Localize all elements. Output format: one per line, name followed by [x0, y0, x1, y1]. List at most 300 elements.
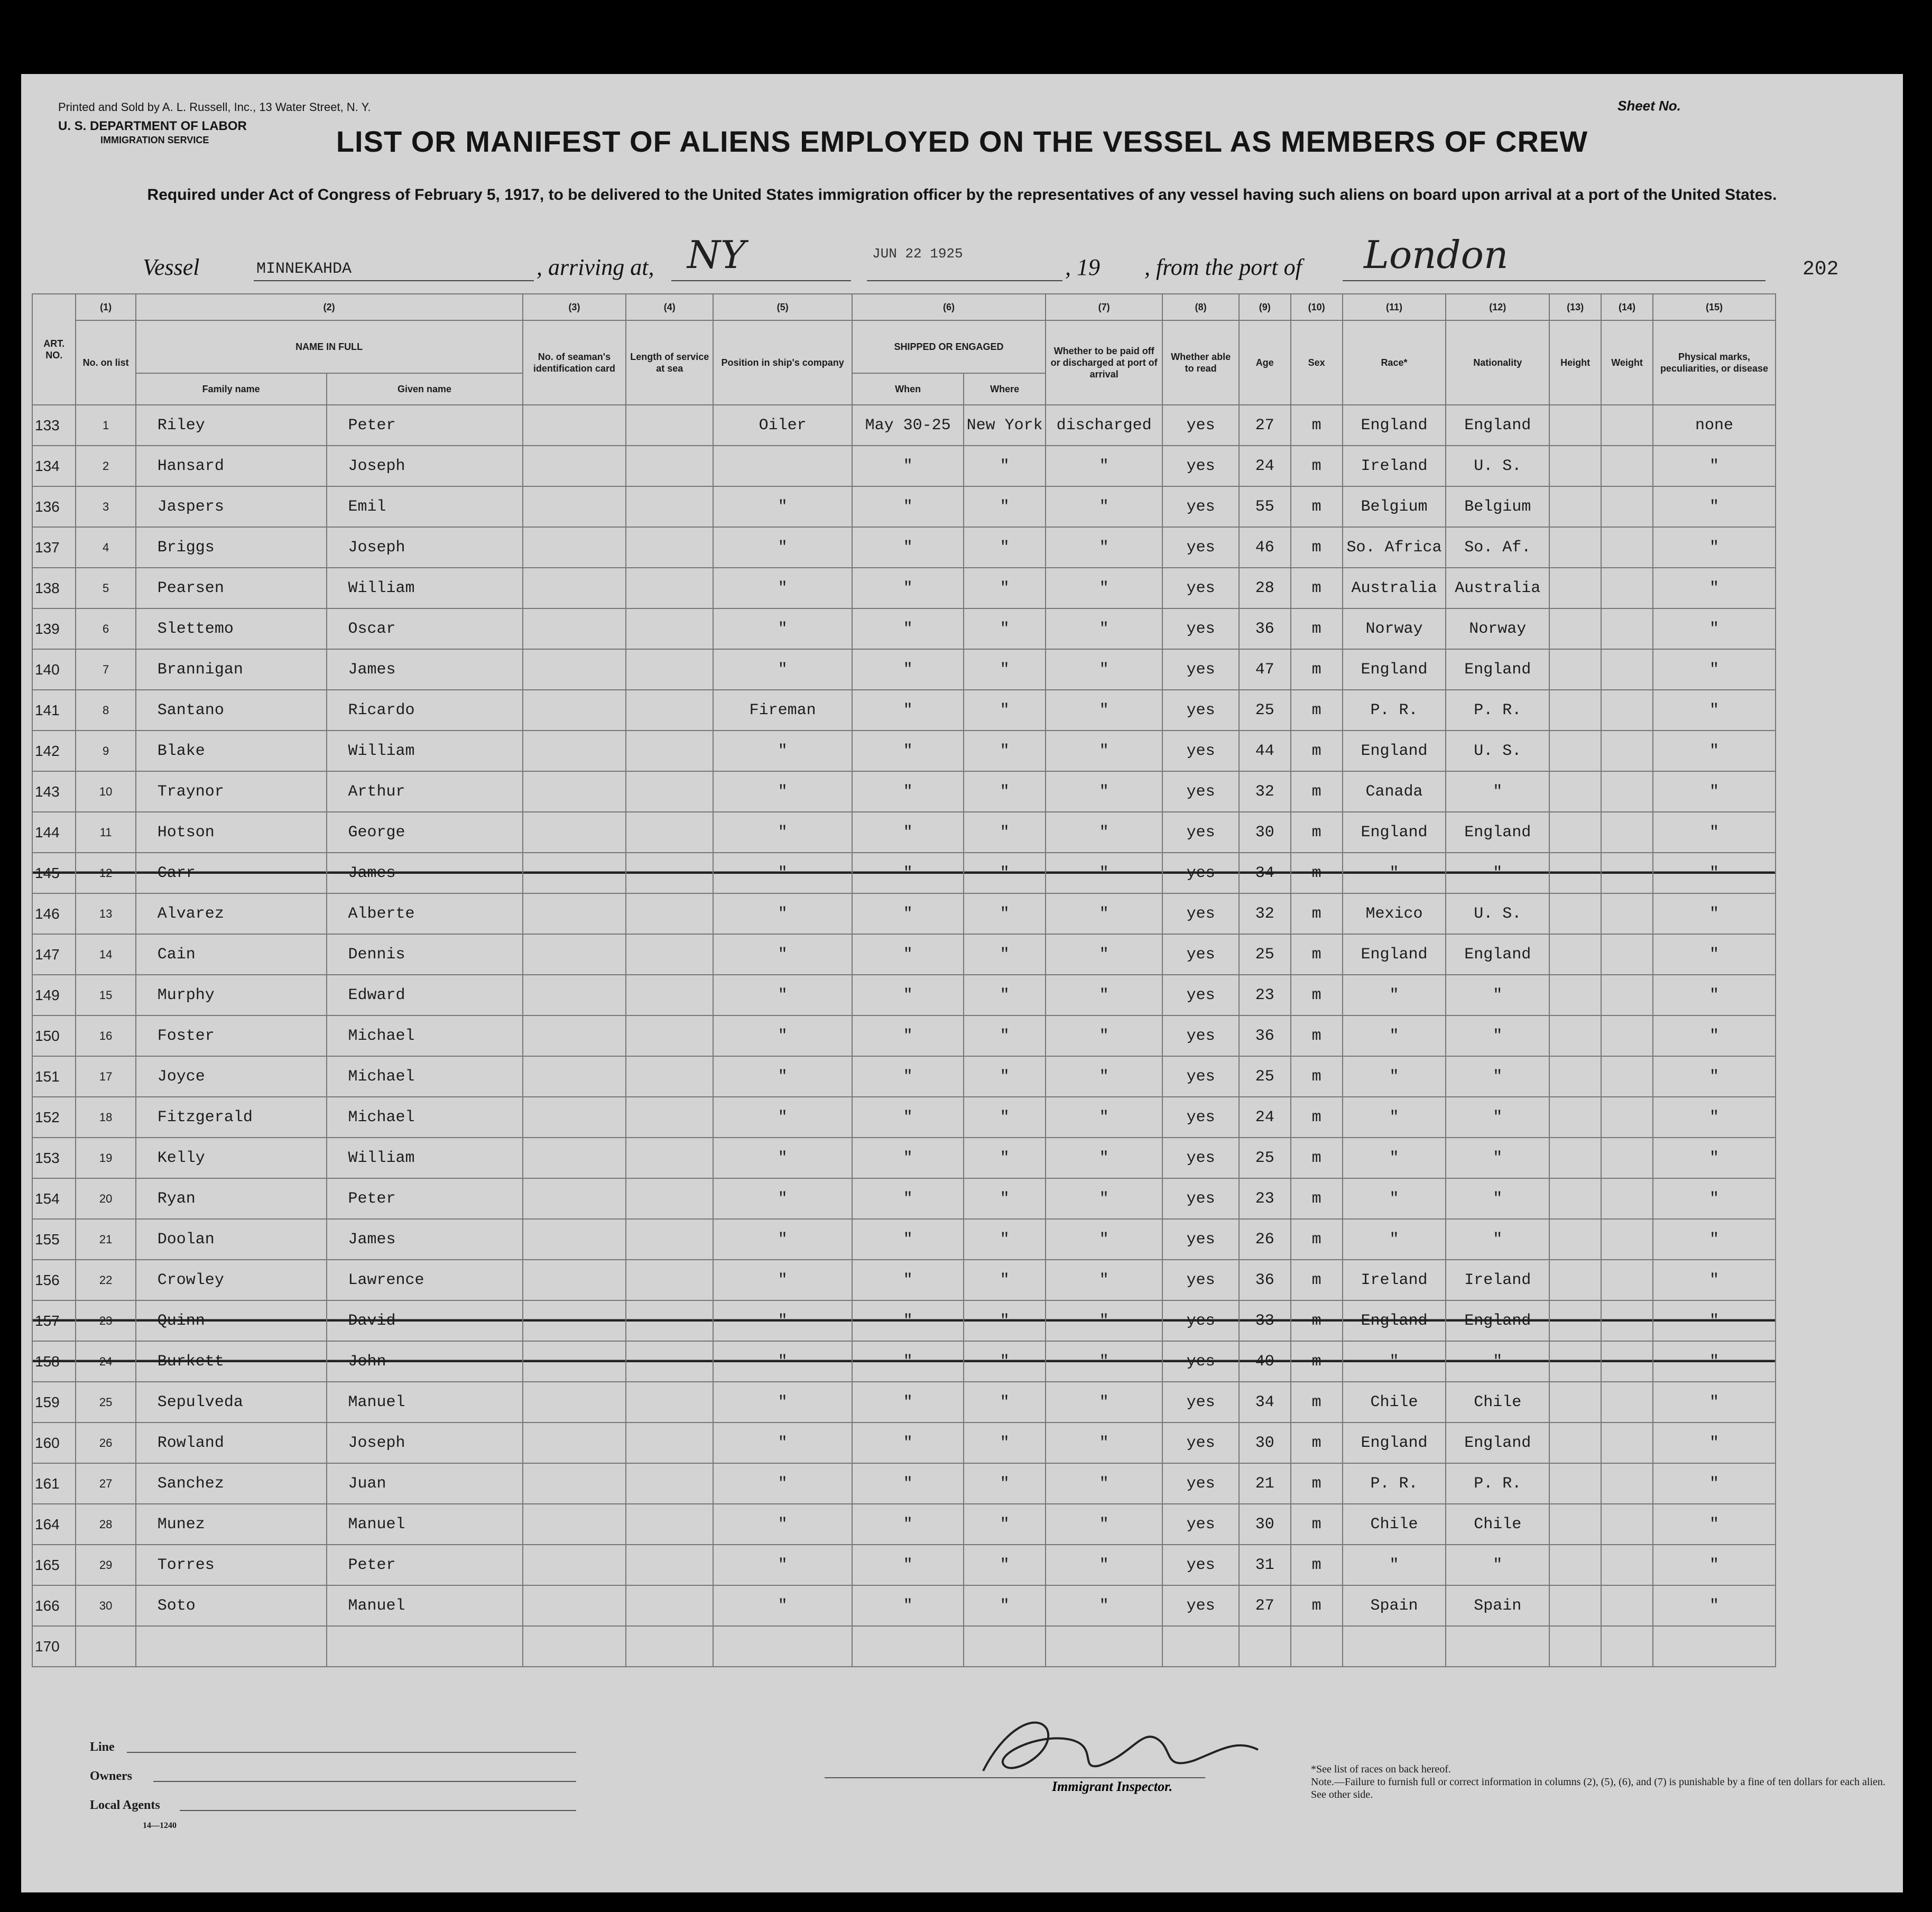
row-height	[1549, 771, 1601, 812]
row-height	[1549, 1626, 1601, 1667]
table-row	[32, 934, 1776, 975]
manifest-sheet	[21, 74, 1903, 1892]
table-row	[32, 893, 1776, 934]
row-race: "	[1343, 1219, 1446, 1260]
row-no-on-list: 25	[76, 1382, 135, 1423]
col1-number: (1)	[76, 294, 135, 320]
row-length-service	[626, 568, 713, 608]
row-no-on-list: 14	[76, 934, 135, 975]
row-paid-off: "	[1046, 1463, 1163, 1504]
row-paid-off: "	[1046, 975, 1163, 1015]
row-able-to-read: yes	[1162, 1015, 1238, 1056]
row-nationality	[1446, 1626, 1549, 1667]
row-no-on-list: 5	[76, 568, 135, 608]
row-age: 46	[1239, 527, 1291, 568]
row-physical-marks	[1653, 1626, 1776, 1667]
row-length-service	[626, 1382, 713, 1423]
row-shipped-when: "	[852, 1341, 964, 1382]
row-age: 32	[1239, 893, 1291, 934]
row-weight	[1601, 731, 1653, 771]
row-weight	[1601, 1585, 1653, 1626]
row-shipped-where: "	[964, 1056, 1046, 1097]
row-position: "	[713, 486, 852, 527]
vessel-line	[21, 233, 1903, 285]
col14-number: (14)	[1601, 294, 1653, 320]
row-physical-marks: "	[1653, 649, 1776, 690]
row-id-card	[523, 405, 626, 446]
row-nationality: Spain	[1446, 1585, 1549, 1626]
row-given-name: Lawrence	[327, 1260, 523, 1300]
row-race: England	[1343, 731, 1446, 771]
row-sex: m	[1291, 1056, 1343, 1097]
row-position: "	[713, 812, 852, 853]
row-id-card	[523, 1423, 626, 1463]
row-able-to-read	[1162, 1626, 1238, 1667]
row-race: Chile	[1343, 1504, 1446, 1545]
row-length-service	[626, 649, 713, 690]
row-family-name: Carr	[136, 853, 327, 893]
row-sex: m	[1291, 1463, 1343, 1504]
row-weight	[1601, 1545, 1653, 1585]
row-physical-marks: "	[1653, 1382, 1776, 1423]
row-height	[1549, 486, 1601, 527]
row-sex: m	[1291, 486, 1343, 527]
row-position: "	[713, 1219, 852, 1260]
row-physical-marks: "	[1653, 1463, 1776, 1504]
row-able-to-read: yes	[1162, 1463, 1238, 1504]
row-sex: m	[1291, 771, 1343, 812]
row-age: 31	[1239, 1545, 1291, 1585]
row-no-on-list: 27	[76, 1463, 135, 1504]
row-nationality: England	[1446, 1423, 1549, 1463]
row-paid-off	[1046, 1626, 1163, 1667]
row-no-on-list: 22	[76, 1260, 135, 1300]
row-position: "	[713, 1260, 852, 1300]
row-art-no: 157	[32, 1300, 76, 1341]
row-no-on-list: 17	[76, 1056, 135, 1097]
row-height	[1549, 1341, 1601, 1382]
row-able-to-read: yes	[1162, 1585, 1238, 1626]
row-height	[1549, 649, 1601, 690]
row-shipped-where: "	[964, 771, 1046, 812]
row-height	[1549, 893, 1601, 934]
row-height	[1549, 1504, 1601, 1545]
col-where: Where	[964, 373, 1046, 405]
row-able-to-read: yes	[1162, 446, 1238, 486]
row-no-on-list: 12	[76, 853, 135, 893]
requirement-text: Required under Act of Congress of February 5, 1917, to be delivered to the United States immigration officer by the representatives of any vessel having such aliens on board upon arrival at a port of the United States.	[147, 186, 1777, 204]
row-sex: m	[1291, 1504, 1343, 1545]
row-length-service	[626, 812, 713, 853]
row-physical-marks: "	[1653, 527, 1776, 568]
row-age: 47	[1239, 649, 1291, 690]
row-able-to-read: yes	[1162, 1138, 1238, 1178]
row-sex: m	[1291, 405, 1343, 446]
col4-number: (4)	[626, 294, 713, 320]
row-able-to-read: yes	[1162, 731, 1238, 771]
row-physical-marks: "	[1653, 1423, 1776, 1463]
row-position: "	[713, 1504, 852, 1545]
row-no-on-list: 13	[76, 893, 135, 934]
row-height	[1549, 1545, 1601, 1585]
row-weight	[1601, 527, 1653, 568]
row-nationality: Ireland	[1446, 1260, 1549, 1300]
row-weight	[1601, 771, 1653, 812]
row-length-service	[626, 1423, 713, 1463]
row-position: "	[713, 1300, 852, 1341]
row-art-no: 137	[32, 527, 76, 568]
row-shipped-where: "	[964, 1341, 1046, 1382]
footer-form-number: 14—1240	[143, 1821, 177, 1830]
row-art-no: 142	[32, 731, 76, 771]
row-no-on-list: 20	[76, 1178, 135, 1219]
row-nationality: England	[1446, 1300, 1549, 1341]
row-race: England	[1343, 934, 1446, 975]
row-no-on-list: 4	[76, 527, 135, 568]
row-shipped-where: New York	[964, 405, 1046, 446]
row-height	[1549, 1463, 1601, 1504]
row-paid-off: "	[1046, 608, 1163, 649]
row-given-name: Dennis	[327, 934, 523, 975]
row-sex: m	[1291, 1097, 1343, 1138]
row-shipped-when: "	[852, 608, 964, 649]
col8-number: (8)	[1162, 294, 1238, 320]
row-length-service	[626, 1504, 713, 1545]
row-no-on-list: 23	[76, 1300, 135, 1341]
col-no-on-list: No. on list	[76, 320, 135, 405]
inspector-label: Immigrant Inspector.	[1052, 1779, 1173, 1794]
row-sex: m	[1291, 1545, 1343, 1585]
row-shipped-when: "	[852, 690, 964, 731]
row-given-name: James	[327, 649, 523, 690]
table-row	[32, 1341, 1776, 1382]
row-nationality: "	[1446, 1056, 1549, 1097]
row-age: 28	[1239, 568, 1291, 608]
row-race: "	[1343, 1097, 1446, 1138]
row-age: 30	[1239, 1423, 1291, 1463]
row-age: 33	[1239, 1300, 1291, 1341]
row-age: 23	[1239, 1178, 1291, 1219]
row-nationality: "	[1446, 1341, 1549, 1382]
row-position: "	[713, 1056, 852, 1097]
row-height	[1549, 1097, 1601, 1138]
row-paid-off: "	[1046, 649, 1163, 690]
row-id-card	[523, 486, 626, 527]
row-race: Chile	[1343, 1382, 1446, 1423]
row-sex: m	[1291, 1382, 1343, 1423]
row-able-to-read: yes	[1162, 568, 1238, 608]
row-paid-off: "	[1046, 1585, 1163, 1626]
service-name: IMMIGRATION SERVICE	[100, 135, 209, 145]
row-paid-off: "	[1046, 1423, 1163, 1463]
col11-number: (11)	[1343, 294, 1446, 320]
row-shipped-where: "	[964, 1504, 1046, 1545]
table-row	[32, 1056, 1776, 1097]
row-id-card	[523, 649, 626, 690]
row-race: England	[1343, 649, 1446, 690]
row-age: 30	[1239, 812, 1291, 853]
row-family-name: Jaspers	[136, 486, 327, 527]
row-weight	[1601, 446, 1653, 486]
row-art-no: 138	[32, 568, 76, 608]
row-shipped-when: "	[852, 1219, 964, 1260]
row-able-to-read: yes	[1162, 975, 1238, 1015]
row-position	[713, 446, 852, 486]
row-position: "	[713, 1545, 852, 1585]
vessel-label: Vessel	[143, 254, 200, 280]
row-id-card	[523, 446, 626, 486]
table-row	[32, 1382, 1776, 1423]
col-paid-off: Whether to be paid off or discharged at port of arrival	[1046, 320, 1163, 405]
row-race: "	[1343, 1545, 1446, 1585]
row-length-service	[626, 731, 713, 771]
row-art-no: 150	[32, 1015, 76, 1056]
row-shipped-where: "	[964, 1015, 1046, 1056]
row-physical-marks: "	[1653, 1178, 1776, 1219]
row-position: "	[713, 568, 852, 608]
row-shipped-where: "	[964, 893, 1046, 934]
row-age: 36	[1239, 1015, 1291, 1056]
row-length-service	[626, 934, 713, 975]
table-row	[32, 1423, 1776, 1463]
row-physical-marks: "	[1653, 731, 1776, 771]
row-shipped-where: "	[964, 486, 1046, 527]
col-length-service: Length of service at sea	[626, 320, 713, 405]
row-family-name	[136, 1626, 327, 1667]
row-race	[1343, 1626, 1446, 1667]
row-length-service	[626, 1015, 713, 1056]
row-physical-marks: "	[1653, 1097, 1776, 1138]
col3-number: (3)	[523, 294, 626, 320]
row-shipped-where: "	[964, 1423, 1046, 1463]
row-given-name: Arthur	[327, 771, 523, 812]
row-paid-off: "	[1046, 1260, 1163, 1300]
row-family-name: Quinn	[136, 1300, 327, 1341]
row-shipped-when: "	[852, 1015, 964, 1056]
row-id-card	[523, 1056, 626, 1097]
row-age: 25	[1239, 1138, 1291, 1178]
row-position	[713, 1626, 852, 1667]
row-paid-off: "	[1046, 486, 1163, 527]
row-id-card	[523, 1097, 626, 1138]
row-physical-marks: "	[1653, 568, 1776, 608]
row-art-no: 159	[32, 1382, 76, 1423]
row-shipped-when: "	[852, 486, 964, 527]
row-position: "	[713, 608, 852, 649]
row-weight	[1601, 486, 1653, 527]
row-paid-off: "	[1046, 1015, 1163, 1056]
row-shipped-where: "	[964, 690, 1046, 731]
row-physical-marks: "	[1653, 1015, 1776, 1056]
row-sex: m	[1291, 446, 1343, 486]
row-shipped-where: "	[964, 608, 1046, 649]
row-physical-marks: "	[1653, 446, 1776, 486]
table-row	[32, 1626, 1776, 1667]
row-age: 34	[1239, 853, 1291, 893]
row-able-to-read: yes	[1162, 812, 1238, 853]
row-sex: m	[1291, 731, 1343, 771]
row-shipped-where: "	[964, 1382, 1046, 1423]
row-shipped-where: "	[964, 975, 1046, 1015]
row-no-on-list: 9	[76, 731, 135, 771]
row-physical-marks: "	[1653, 1504, 1776, 1545]
row-art-no: 160	[32, 1423, 76, 1463]
row-shipped-when: "	[852, 1382, 964, 1423]
col-given-name: Given name	[327, 373, 523, 405]
row-sex: m	[1291, 1138, 1343, 1178]
row-weight	[1601, 812, 1653, 853]
row-race: Ireland	[1343, 1260, 1446, 1300]
row-age: 55	[1239, 486, 1291, 527]
col-sex: Sex	[1291, 320, 1343, 405]
col13-number: (13)	[1549, 294, 1601, 320]
row-family-name: Briggs	[136, 527, 327, 568]
row-physical-marks: "	[1653, 1056, 1776, 1097]
row-family-name: Pearsen	[136, 568, 327, 608]
row-length-service	[626, 1178, 713, 1219]
row-id-card	[523, 568, 626, 608]
row-able-to-read: yes	[1162, 1178, 1238, 1219]
row-age: 34	[1239, 1382, 1291, 1423]
row-physical-marks: "	[1653, 608, 1776, 649]
row-art-no: 165	[32, 1545, 76, 1585]
row-family-name: Fitzgerald	[136, 1097, 327, 1138]
row-height	[1549, 1300, 1601, 1341]
row-paid-off: "	[1046, 1097, 1163, 1138]
row-id-card	[523, 608, 626, 649]
col-name-in-full: NAME IN FULL	[136, 320, 523, 373]
row-position: "	[713, 1382, 852, 1423]
table-row	[32, 1585, 1776, 1626]
row-length-service	[626, 608, 713, 649]
row-art-no: 134	[32, 446, 76, 486]
row-length-service	[626, 690, 713, 731]
row-art-no: 141	[32, 690, 76, 731]
row-paid-off: "	[1046, 934, 1163, 975]
row-id-card	[523, 1504, 626, 1545]
row-id-card	[523, 1341, 626, 1382]
row-height	[1549, 812, 1601, 853]
row-art-no: 170	[32, 1626, 76, 1667]
row-age: 36	[1239, 608, 1291, 649]
row-family-name: Brannigan	[136, 649, 327, 690]
row-paid-off: "	[1046, 812, 1163, 853]
row-height	[1549, 1219, 1601, 1260]
row-length-service	[626, 1585, 713, 1626]
row-no-on-list: 11	[76, 812, 135, 853]
footer-agents-label: Local Agents	[90, 1798, 160, 1812]
table-row	[32, 486, 1776, 527]
from-label: , from the port of	[1144, 254, 1302, 280]
row-given-name: Michael	[327, 1097, 523, 1138]
row-id-card	[523, 690, 626, 731]
row-nationality: England	[1446, 812, 1549, 853]
col-when: When	[852, 373, 964, 405]
row-length-service	[626, 975, 713, 1015]
row-physical-marks: none	[1653, 405, 1776, 446]
table-row	[32, 527, 1776, 568]
row-paid-off: "	[1046, 1382, 1163, 1423]
row-no-on-list: 26	[76, 1423, 135, 1463]
table-row	[32, 690, 1776, 731]
row-paid-off: "	[1046, 1056, 1163, 1097]
row-given-name: Emil	[327, 486, 523, 527]
row-race: Australia	[1343, 568, 1446, 608]
row-shipped-when: "	[852, 1056, 964, 1097]
row-family-name: Kelly	[136, 1138, 327, 1178]
row-given-name: Juan	[327, 1463, 523, 1504]
row-race: "	[1343, 1341, 1446, 1382]
row-art-no: 146	[32, 893, 76, 934]
row-physical-marks: "	[1653, 812, 1776, 853]
row-able-to-read: yes	[1162, 1056, 1238, 1097]
row-id-card	[523, 527, 626, 568]
row-sex: m	[1291, 893, 1343, 934]
row-nationality: England	[1446, 405, 1549, 446]
row-art-no: 144	[32, 812, 76, 853]
row-able-to-read: yes	[1162, 1504, 1238, 1545]
row-nationality: P. R.	[1446, 1463, 1549, 1504]
table-row	[32, 812, 1776, 853]
row-position: "	[713, 649, 852, 690]
row-paid-off: discharged	[1046, 405, 1163, 446]
row-shipped-where: "	[964, 812, 1046, 853]
row-no-on-list: 18	[76, 1097, 135, 1138]
row-height	[1549, 934, 1601, 975]
col2-number: (2)	[136, 294, 523, 320]
col-position: Position in ship's company	[713, 320, 852, 405]
row-age: 24	[1239, 446, 1291, 486]
row-given-name: Michael	[327, 1015, 523, 1056]
footer-notes	[1311, 1763, 1892, 1801]
row-id-card	[523, 1015, 626, 1056]
row-height	[1549, 1015, 1601, 1056]
row-art-no: 153	[32, 1138, 76, 1178]
table-row	[32, 608, 1776, 649]
row-art-no: 136	[32, 486, 76, 527]
row-paid-off: "	[1046, 1341, 1163, 1382]
row-position: "	[713, 1015, 852, 1056]
row-art-no: 156	[32, 1260, 76, 1300]
table-row	[32, 1260, 1776, 1300]
row-paid-off: "	[1046, 731, 1163, 771]
row-length-service	[626, 1545, 713, 1585]
row-race: So. Africa	[1343, 527, 1446, 568]
row-given-name: William	[327, 1138, 523, 1178]
row-race: P. R.	[1343, 690, 1446, 731]
row-race: Canada	[1343, 771, 1446, 812]
footer-line-label: Line	[90, 1740, 115, 1754]
row-weight	[1601, 1015, 1653, 1056]
row-shipped-where: "	[964, 446, 1046, 486]
row-race: "	[1343, 853, 1446, 893]
col6-number: (6)	[852, 294, 1046, 320]
row-weight	[1601, 1219, 1653, 1260]
row-given-name: Manuel	[327, 1504, 523, 1545]
row-position: "	[713, 853, 852, 893]
row-shipped-when: "	[852, 1423, 964, 1463]
row-paid-off: "	[1046, 527, 1163, 568]
table-row	[32, 975, 1776, 1015]
row-race: England	[1343, 405, 1446, 446]
row-nationality: Chile	[1446, 1382, 1549, 1423]
row-age: 25	[1239, 690, 1291, 731]
row-family-name: Soto	[136, 1585, 327, 1626]
row-sex: m	[1291, 1341, 1343, 1382]
row-id-card	[523, 1382, 626, 1423]
row-id-card	[523, 731, 626, 771]
row-no-on-list: 21	[76, 1219, 135, 1260]
